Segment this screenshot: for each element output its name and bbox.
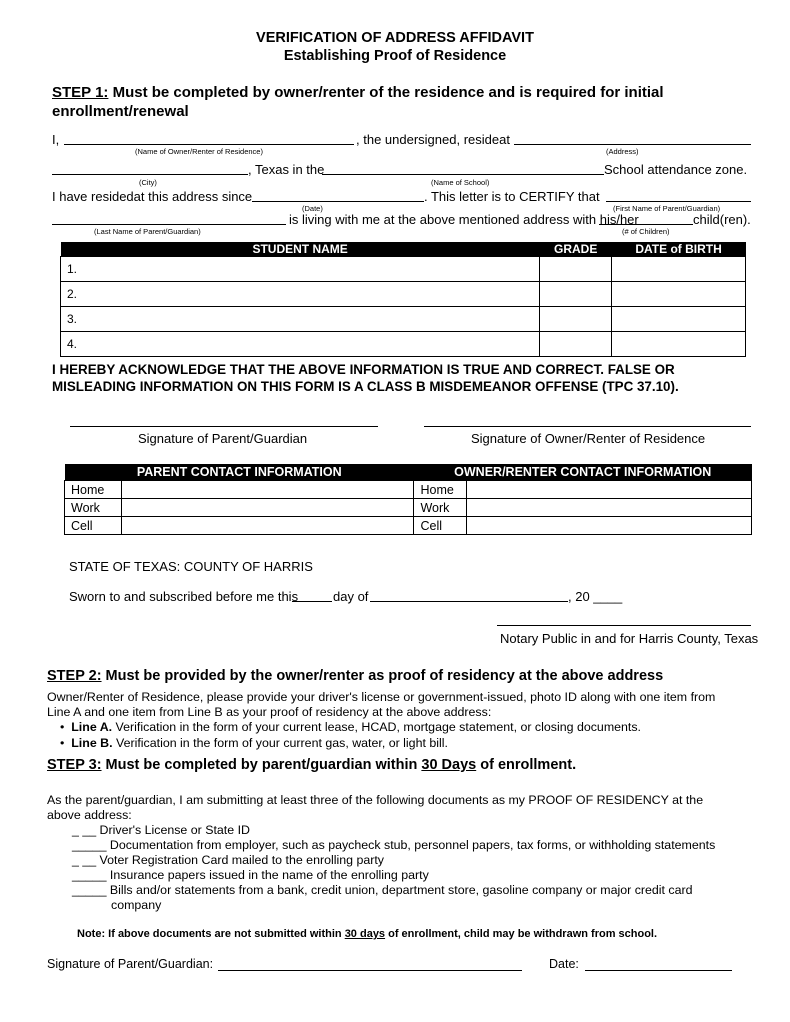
address-field[interactable] — [514, 144, 751, 145]
grade-cell[interactable] — [540, 307, 612, 332]
owner-signature-line[interactable] — [424, 426, 751, 427]
living-with-text: is living with me at the above mentioned address with his/her — [289, 212, 639, 227]
line-b-item: • Line B. Verification in the form of your current gas, water, or light bill. — [60, 736, 448, 750]
school-zone-text: School attendance zone. — [604, 162, 748, 177]
step3-label: STEP 3: — [47, 757, 102, 773]
state-county-text: STATE OF TEXAS: COUNTY OF HARRIS — [69, 559, 313, 574]
note-days: 30 days — [344, 928, 386, 940]
parent-home-label: Home — [65, 481, 122, 499]
resided-since-text: I have residedat this address since — [52, 189, 253, 204]
owner-work-field[interactable] — [467, 499, 752, 517]
contact-table-header — [65, 464, 752, 481]
school-name-field[interactable] — [322, 174, 604, 175]
dob-header: DATE of BIRTH — [612, 242, 746, 257]
dob-cell[interactable] — [612, 282, 746, 307]
grade-cell[interactable] — [540, 257, 612, 282]
last-name-field[interactable] — [52, 224, 286, 225]
withdrawal-note — [77, 928, 657, 940]
form-subtitle: Establishing Proof of Residence — [283, 48, 507, 64]
undersigned-text: , the undersigned, resideat — [356, 132, 510, 147]
city-caption: (City) — [139, 178, 157, 187]
notary-public-label: Notary Public in and for Harris County, Texas — [500, 631, 759, 646]
owner-home-field[interactable] — [467, 481, 752, 499]
residence-date-field[interactable] — [252, 201, 424, 202]
num-children-field[interactable] — [599, 224, 693, 225]
num-children-caption: (# of Children) — [622, 227, 670, 236]
table-row — [65, 499, 752, 517]
owner-cell-label: Cell — [414, 517, 467, 535]
doc-drivers-license[interactable]: _ __ Driver's License or State ID — [72, 823, 250, 837]
notary-signature-line[interactable] — [497, 625, 751, 626]
line-b-text: Verification in the form of your current gas, water, or light bill. — [112, 736, 448, 750]
student-name-cell[interactable]: 4. — [61, 332, 540, 357]
grade-cell[interactable] — [540, 332, 612, 357]
line-a-text: Verification in the form of your current lease, HCAD, mortgage statement, or closing documents. — [112, 720, 642, 734]
final-date-line[interactable] — [585, 970, 732, 971]
student-table-header — [61, 242, 746, 257]
table-row — [61, 332, 746, 357]
school-caption: (Name of School) — [431, 178, 490, 187]
final-signature-line[interactable] — [218, 970, 522, 971]
date-caption: (Date) — [302, 204, 323, 213]
student-name-cell[interactable]: 3. — [61, 307, 540, 332]
children-text: child(ren). — [693, 212, 751, 227]
note-text-a: Note: If above documents are not submitted within — [77, 928, 345, 940]
parent-signature-label: Signature of Parent/Guardian — [138, 431, 308, 446]
student-name-header: STUDENT NAME — [61, 242, 540, 257]
dob-cell[interactable] — [612, 307, 746, 332]
city-field[interactable] — [52, 174, 248, 175]
doc-bills-continued: company — [111, 898, 162, 912]
sworn-text: Sworn to and subscribed before me this — [69, 589, 299, 604]
step2-heading — [47, 668, 663, 684]
sworn-month-field[interactable] — [370, 601, 568, 602]
grade-cell[interactable] — [540, 282, 612, 307]
owner-cell-field[interactable] — [467, 517, 752, 535]
line-a-label: Line A. — [71, 720, 113, 734]
form-title: VERIFICATION OF ADDRESS AFFIDAVIT — [256, 30, 534, 46]
step3-heading — [47, 757, 576, 773]
doc-voter-card[interactable]: _ __ Voter Registration Card mailed to the enrolling party — [72, 853, 385, 867]
owner-name-field[interactable] — [64, 144, 354, 145]
dob-cell[interactable] — [612, 257, 746, 282]
step1-heading — [52, 83, 742, 121]
owner-contact-header: OWNER/RENTER CONTACT INFORMATION — [414, 464, 752, 481]
first-name-field[interactable] — [606, 201, 751, 202]
doc-employer[interactable]: _____ Documentation from employer, such as paycheck stub, personnel papers, tax forms, or withholding statements — [72, 838, 716, 852]
sworn-day-field[interactable] — [292, 601, 332, 602]
table-row — [61, 307, 746, 332]
student-name-cell[interactable]: 1. — [61, 257, 540, 282]
parent-contact-header: PARENT CONTACT INFORMATION — [65, 464, 414, 481]
doc-insurance[interactable]: _____ Insurance papers issued in the name of the enrolling party — [72, 868, 429, 882]
step2-label: STEP 2: — [47, 668, 102, 684]
sworn-year-text: , 20 ____ — [568, 589, 623, 604]
address-caption: (Address) — [606, 147, 639, 156]
table-row — [61, 282, 746, 307]
line-b-label: Line B. — [71, 736, 113, 750]
acknowledgement-text: I HEREBY ACKNOWLEDGE THAT THE ABOVE INFORMATION IS TRUE AND CORRECT. FALSE OR MISLEADING INFORMATION ON THIS FORM IS A CLASS B MISDEMEANOR OFFENSE (TPC 37.10). — [52, 362, 679, 394]
dob-cell[interactable] — [612, 332, 746, 357]
contact-table — [64, 464, 752, 535]
parent-cell-field[interactable] — [121, 517, 414, 535]
step2-body: Owner/Renter of Residence, please provide your driver's license or government-issued, photo ID along with one item from Line A and one item from Line B as your proof of residency at the above address: — [47, 690, 716, 719]
step1-label: STEP 1: — [52, 84, 109, 101]
step1-text: Must be completed by owner/renter of the residence and is required for initial enrollment/renewal — [52, 84, 664, 120]
step3-days: 30 Days — [421, 757, 477, 773]
parent-signature-line[interactable] — [70, 426, 378, 427]
parent-work-field[interactable] — [121, 499, 414, 517]
doc-bills[interactable]: _____ Bills and/or statements from a bank, credit union, department store, gasoline company or major credit card — [72, 883, 693, 897]
parent-work-label: Work — [65, 499, 122, 517]
student-table — [60, 242, 746, 357]
final-signature-label: Signature of Parent/Guardian: — [47, 957, 214, 971]
first-name-caption: (First Name of Parent/Guardian) — [613, 204, 721, 213]
note-text-b: of enrollment, child may be withdrawn from school. — [385, 928, 658, 940]
owner-signature-label: Signature of Owner/Renter of Residence — [471, 431, 706, 446]
owner-name-caption: (Name of Owner/Renter of Residence) — [135, 147, 263, 156]
parent-cell-label: Cell — [65, 517, 122, 535]
parent-home-field[interactable] — [121, 481, 414, 499]
certify-text: . This letter is to CERTIFY that — [424, 189, 600, 204]
day-of-text: day of — [333, 589, 369, 604]
owner-home-label: Home — [414, 481, 467, 499]
step3-text-b: of enrollment. — [476, 757, 577, 773]
student-name-cell[interactable]: 2. — [61, 282, 540, 307]
i-prefix: I, — [52, 132, 60, 147]
table-row — [65, 481, 752, 499]
step2-text: Must be provided by the owner/renter as proof of residency at the above address — [101, 668, 664, 684]
table-row — [61, 257, 746, 282]
line-a-item: • Line A. Verification in the form of your current lease, HCAD, mortgage statement, or closing documents. — [60, 720, 642, 734]
final-date-label: Date: — [549, 957, 579, 971]
owner-work-label: Work — [414, 499, 467, 517]
step3-body: As the parent/guardian, I am submitting at least three of the following documents as my PROOF OF RESIDENCY at the above address: — [47, 793, 704, 822]
step3-text-a: Must be completed by parent/guardian within — [101, 757, 422, 773]
texas-in-the-text: , Texas in the — [248, 162, 325, 177]
grade-header: GRADE — [540, 242, 612, 257]
table-row — [65, 517, 752, 535]
last-name-caption: (Last Name of Parent/Guardian) — [94, 227, 201, 236]
